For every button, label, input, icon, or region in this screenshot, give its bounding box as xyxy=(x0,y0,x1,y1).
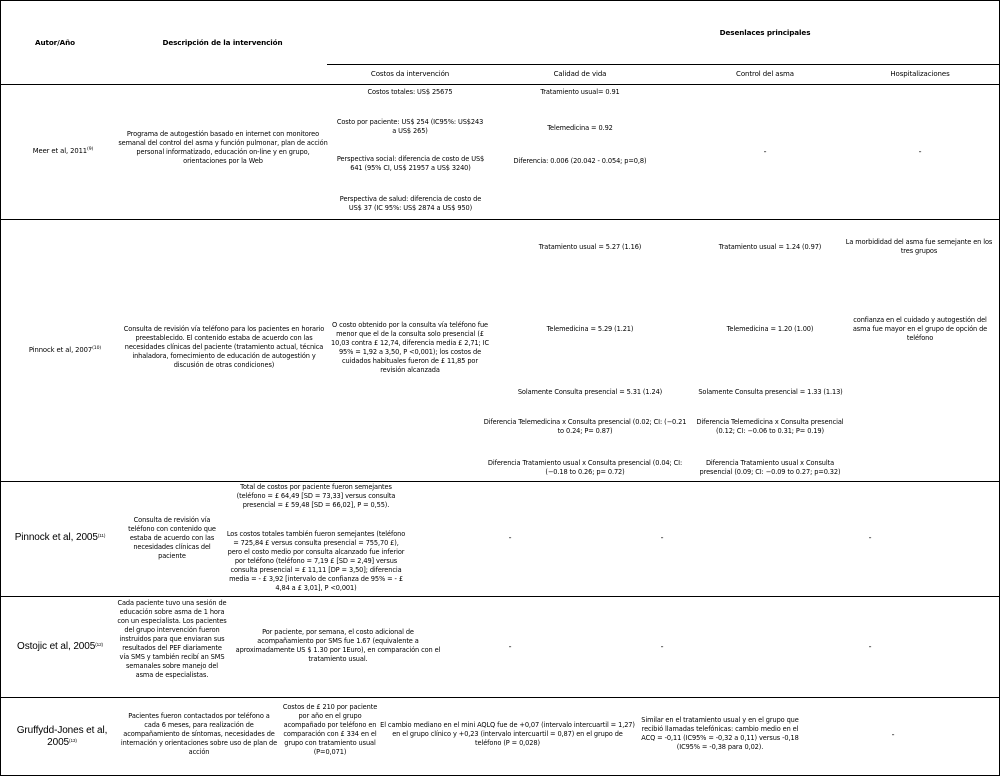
row2-control-presencial: Solamente Consulta presencial = 1.33 (1.13) xyxy=(698,388,843,396)
row3-costs-detail: Los costos totales también fueron semejantes (teléfono = 725,84 £ versus consulta presencial = 755,70 £), pero el costo medio por consulta alcanzado fue inferior por teléfono (teléfono = 7,19 £ [SD = 2,49] versus consulta presencial = £ 11,11 [DP = 3,50]; diferencia media = - £ 3,92 [intervalo de confianza de 95% = - £ 4,84 a £ 3,01], P <0,001) xyxy=(226,530,406,592)
row1-author: Meer et al, 2011$^{(9)}$ xyxy=(32,147,94,155)
row5-author: Gruffydd-Jones et al, 2005$^{(13)}$ xyxy=(16,725,108,748)
row4-control-empty: - xyxy=(660,642,664,651)
row3-description: Consulta de revisión vía teléfono con contenido que estaba de acuerdo con las necesidades clínicas del paciente xyxy=(128,516,216,560)
row5-description: Pacientes fueron contactados por teléfono a cada 6 meses, para realización de acompañamiento de síntomas, necesidades de internación y orientaciones sobre uso de plan de acción xyxy=(120,712,278,756)
row2-quality-presencial: Solamente Consulta presencial = 5.31 (1.24) xyxy=(517,388,663,396)
header-hospitalizations: Hospitalizaciones xyxy=(890,70,950,78)
row1-quality-diff: Diferencia: 0.006 (20.042 - 0.054; p=0,8) xyxy=(513,157,647,165)
row3-hosp-empty: - xyxy=(868,533,872,542)
row1-control-empty: - xyxy=(763,147,767,156)
header-main-outcomes: Desenlaces principales xyxy=(719,28,811,37)
row1-quality-usual: Tratamiento usual= 0.91 xyxy=(540,88,620,96)
row2-hosp-morbidity: La morbididad del asma fue semejante en los tres grupos xyxy=(845,238,993,255)
row2-control-diff-tele: Diferencia Telemedicina x Consulta presencial (0.12; CI: −0.06 to 0.31; P= 0.19) xyxy=(696,418,844,435)
row1-cost-social: Perspectiva social: diferencia de costo de US$ 641 (95% CI, US$ 21957 a US$ 3240) xyxy=(336,155,485,172)
row2-control-tele: Telemedicina = 1.20 (1.00) xyxy=(726,325,814,333)
subheader-rule xyxy=(327,64,1000,65)
row1-cost-health: Perspectiva de salud: diferencia de costo de US$ 37 (IC 95%: US$ 2874 a US$ 950) xyxy=(339,195,482,212)
row3-control-empty: - xyxy=(660,533,664,542)
header-intervention-description: Descripción de la intervención xyxy=(162,38,283,47)
row1-cost-per-patient: Costo por paciente: US$ 254 (IC95%: US$243 a US$ 265) xyxy=(336,118,484,135)
row4-quality-empty: - xyxy=(508,642,512,651)
row3-quality-empty: - xyxy=(508,533,512,542)
table-top-rule xyxy=(0,0,1000,1)
row4-description: Cada paciente tuvo una sesión de educación sobre asma de 1 hora con un especialista. Los pacientes del grupo intervención fueron instruidos para que enviaran sus resultados del PEF diariamente vía SMS y también recibí an SMS semanales sobre manejo del asma de especialistas. xyxy=(117,599,227,679)
row4-author: Ostojic et al, 2005$^{(12)}$ xyxy=(17,641,103,652)
row5-control: Similar en el tratamiento usual y en el grupo que recibió llamadas telefónicas: cambio medio en el ACQ = -0,11 (IC95% = -0,32 a 0,11) versus -0,18 (IC95% = -0,38 para 0,02). xyxy=(641,716,799,751)
row-rule-2 xyxy=(0,481,1000,482)
row2-hosp-confidence: confianza en el cuidado y autogestión del asma fue mayor en el grupo de opción de teléfono xyxy=(852,316,988,342)
row3-author: Pinnock et al, 2005$^{(11)}$ xyxy=(14,532,106,543)
row3-costs-total: Total de costos por paciente fueron semejantes (teléfono = £ 64,49 [SD = 73,33] versus consulta presencial = £ 59,48 [SD = 66,02], P = 0,55). xyxy=(236,483,396,509)
header-costs: Costos da intervención xyxy=(370,70,450,78)
row2-control-diff-usual: Diferencia Tratamiento usual x Consulta presencial (0.09; CI: −0.09 to 0.27; p=0.32) xyxy=(699,459,841,476)
row1-quality-tele: Telemedicina = 0.92 xyxy=(547,124,613,132)
row-rule-4 xyxy=(0,697,1000,698)
row2-control-usual: Tratamiento usual = 1.24 (0.97) xyxy=(718,243,822,251)
row-rule-3 xyxy=(0,596,1000,597)
header-author-year: Autor/Año xyxy=(35,38,75,47)
row2-quality-diff-tele: Diferencia Telemedicina x Consulta presencial (0.02; CI: (−0.21 to 0.24; P= 0.87) xyxy=(483,418,687,435)
row2-description: Consulta de revisión vía teléfono para los pacientes en horario preestablecido. El contenido estaba de acuerdo con las necesidades clínicas del paciente (tratamiento actual, técnica inhaladora, fornecimiento de educación de autogestión y discusión de otras condiciones) xyxy=(123,325,325,369)
row5-quality: El cambio mediano en el mini AQLQ fue de +0,07 (intervalo intercuartil = 1,27) en el grupo clínico y +0,23 (intervalo intercuartil = 0,87) en el grupo de teléfono (P = 0,028) xyxy=(380,721,635,747)
row4-costs: Por paciente, por semana, el costo adicional de acompañamiento por SMS fue 1.67 (equivalente a aproximadamente US $ 1.30 por 1Euro), en comparación con el tratamiento usual. xyxy=(235,628,441,663)
header-asthma-control: Control del asma xyxy=(736,70,794,78)
row-rule-1 xyxy=(0,219,1000,220)
row2-quality-tele: Telemedicina = 5.29 (1.21) xyxy=(546,325,634,333)
row1-cost-total: Costos totales: US$ 25675 xyxy=(367,88,453,96)
header-bottom-rule xyxy=(0,84,1000,85)
table-left-rule xyxy=(0,0,1,776)
row2-author: Pinnock et al, 2007$^{(10)}$ xyxy=(28,346,102,354)
row1-description: Programa de autogestión basado en internet con monitoreo semanal del control del asma y función pulmonar, plan de acción personal informatizado, educación on-line y en grupo, orientaciones por la Web xyxy=(118,130,328,165)
row5-hosp-empty: - xyxy=(891,730,895,739)
row4-hosp-empty: - xyxy=(868,642,872,651)
header-quality-of-life: Calidad de vida xyxy=(553,70,607,78)
row1-hosp-empty: - xyxy=(918,147,922,156)
row2-quality-usual: Tratamiento usual = 5.27 (1.16) xyxy=(538,243,642,251)
row5-costs: Costos de £ 210 por paciente por año en el grupo acompañado por teléfono en comparación con £ 334 en el grupo con tratamiento usual (P=0,071) xyxy=(282,703,378,756)
row2-quality-diff-usual: Diferencia Tratamiento usual x Consulta presencial (0.04; CI: (−0.18 to 0.26; p= 0.72) xyxy=(487,459,683,476)
row2-costs: O costo obtenido por la consulta vía teléfono fue menor que el de la consulta solo presencial (£ 10,03 contra £ 12,74, diferencia media £ 2,71; IC 95% = 1,92 a 3,50, P <0,001); los costos de cuidados habituales fueron de £ 11,85 por revisión alcanzada xyxy=(331,321,489,374)
